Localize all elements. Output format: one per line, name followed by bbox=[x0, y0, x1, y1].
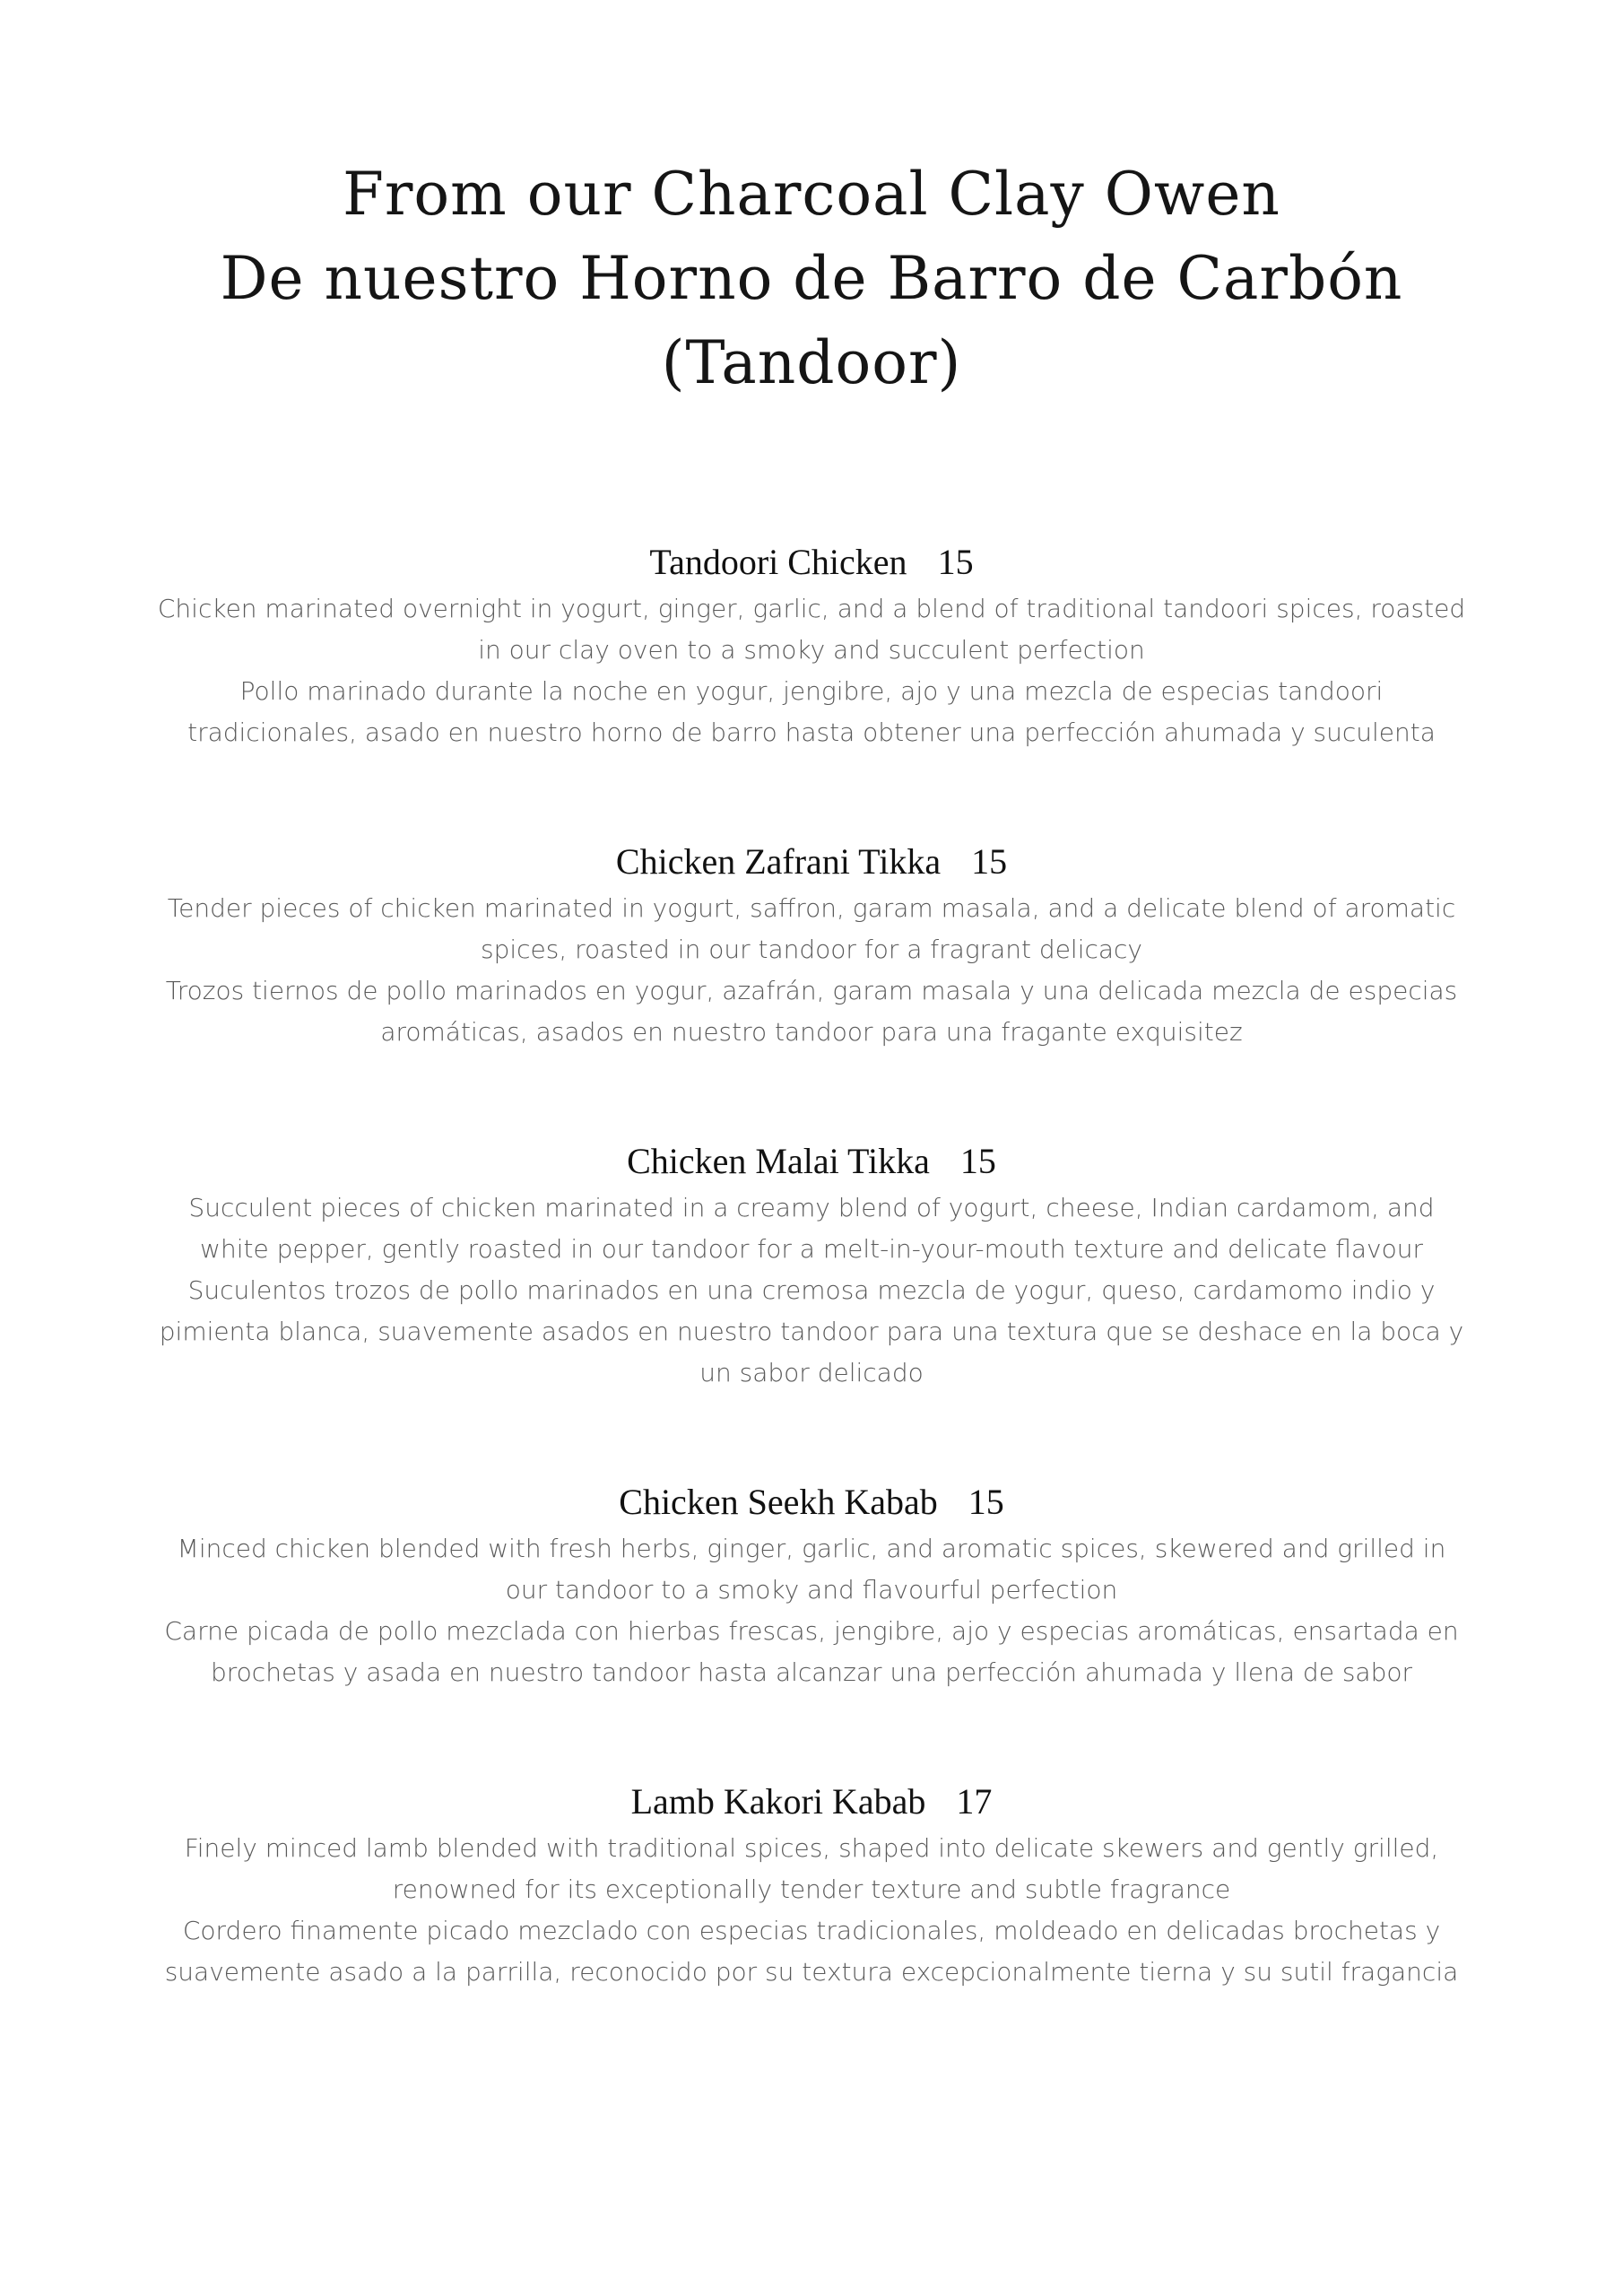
dish-description bbox=[157, 888, 1466, 1053]
menu-item-chicken-zafrani-tikka bbox=[157, 841, 1466, 1053]
dish-name: Chicken Seekh Kabab bbox=[619, 1482, 938, 1522]
menu-item-lamb-kakori-kabab bbox=[157, 1781, 1466, 1993]
dish-name: Lamb Kakori Kabab bbox=[630, 1781, 926, 1822]
description-english: Tender pieces of chicken marinated in yogurt, saffron, garam masala, and a delicate blend of aromatic spices, roasted in our tandoor for a fragrant delicacy bbox=[167, 893, 1456, 964]
dish-header bbox=[157, 1781, 1466, 1822]
title-line-spanish: De nuestro Horno de Barro de Carbón bbox=[220, 244, 1403, 313]
description-spanish: Pollo marinado durante la noche en yogur, jengibre, ajo y una mezcla de especias tandoori tradicionales, asado en nuestro horno de barro hasta obtener una perfección ahumada y suculenta bbox=[187, 676, 1436, 747]
description-english: Chicken marinated overnight in yogurt, ginger, garlic, and a blend of traditional tandoori spices, roasted in our clay oven to a smoky and succulent perfection bbox=[157, 594, 1466, 665]
description-spanish: Suculentos trozos de pollo marinados en una cremosa mezcla de yogur, queso, cardamomo indio y pimienta blanca, suavemente asados en nuestro tandoor para una textura que se deshace en la boca y un sabor delicado bbox=[159, 1275, 1464, 1387]
dish-price: 17 bbox=[956, 1781, 993, 1822]
dish-header bbox=[157, 542, 1466, 583]
dish-header bbox=[157, 1141, 1466, 1182]
dish-description bbox=[157, 1828, 1466, 1993]
dish-name: Chicken Malai Tikka bbox=[627, 1141, 930, 1181]
dish-header bbox=[157, 1482, 1466, 1523]
dish-price: 15 bbox=[968, 1482, 1004, 1522]
menu-item-tandoori-chicken bbox=[157, 542, 1466, 753]
dish-price: 15 bbox=[937, 542, 974, 582]
menu-item-chicken-malai-tikka bbox=[157, 1141, 1466, 1394]
title-line-english: From our Charcoal Clay Owen bbox=[343, 160, 1280, 229]
dish-description bbox=[157, 588, 1466, 753]
description-spanish: Trozos tiernos de pollo marinados en yogur, azafrán, garam masala y una delicada mezcla de especias aromáticas, asados en nuestro tandoor para una fragante exquisitez bbox=[165, 976, 1458, 1047]
dish-price: 15 bbox=[971, 841, 1008, 882]
description-spanish: Cordero finamente picado mezclado con especias tradicionales, moldeado en delicadas brochetas y suavemente asado a la parrilla, reconocido por su textura excepcionalmente tierna y su sutil fragancia bbox=[164, 1916, 1459, 1987]
dish-description bbox=[157, 1187, 1466, 1394]
dish-name: Tandoori Chicken bbox=[649, 542, 907, 582]
page-title bbox=[0, 152, 1623, 405]
dish-description bbox=[157, 1528, 1466, 1693]
description-english: Finely minced lamb blended with traditional spices, shaped into delicate skewers and gently grilled, renowned for its exceptionally tender texture and subtle fragrance bbox=[184, 1833, 1439, 1904]
dish-name: Chicken Zafrani Tikka bbox=[615, 841, 942, 882]
dish-header bbox=[157, 841, 1466, 883]
description-spanish: Carne picada de pollo mezclada con hierbas frescas, jengibre, ajo y especias aromáticas, ensartada en brochetas y asada en nuestro tandoor hasta alcanzar una perfección ahumada y llena de sabor bbox=[164, 1616, 1459, 1687]
title-line-tandoor: (Tandoor) bbox=[661, 328, 962, 397]
menu-item-chicken-seekh-kabab bbox=[157, 1482, 1466, 1693]
description-english: Minced chicken blended with fresh herbs, ginger, garlic, and aromatic spices, skewered and grilled in our tandoor to a smoky and flavourful perfection bbox=[177, 1534, 1446, 1605]
description-english: Succulent pieces of chicken marinated in a creamy blend of yogurt, cheese, Indian cardamom, and white pepper, gently roasted in our tandoor for a melt-in-your-mouth texture and delicate flavour bbox=[188, 1193, 1435, 1264]
dish-price: 15 bbox=[959, 1141, 996, 1181]
